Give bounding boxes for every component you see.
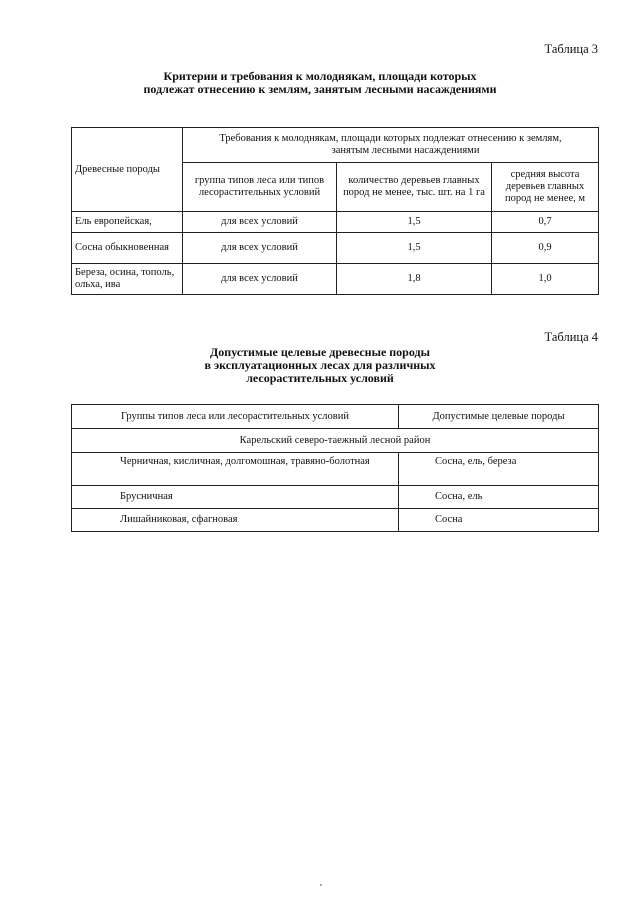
table3-cell-species: Сосна обыкновенная	[72, 233, 183, 264]
table4-region: Карельский северо-таежный лесной район	[72, 429, 599, 453]
table4-cell-species: Сосна, ель, береза	[399, 453, 599, 486]
table3-sub-group: группа типов леса или типов лесорастительных условий	[183, 163, 337, 212]
table3-cell-species: Береза, осина, тополь, ольха, ива	[72, 264, 183, 295]
table4-header-row	[72, 405, 599, 429]
table3-cell-count: 1,5	[337, 212, 492, 233]
table4-cell-group: Брусничная	[72, 486, 399, 509]
table3-sub-height: средняя высота деревьев главных пород не менее, м	[492, 163, 599, 212]
table4-title-line3: лесорастительных условий	[246, 371, 394, 385]
table4-title	[0, 346, 640, 385]
table-row	[72, 509, 599, 532]
table4	[71, 404, 599, 532]
table3-cell-species: Ель европейская,	[72, 212, 183, 233]
table3-header-main-line2: занятым лесными насаждениями	[331, 145, 480, 156]
table-row	[72, 233, 599, 264]
table3-label: Таблица 3	[544, 42, 598, 56]
table3-cell-height: 0,9	[492, 233, 599, 264]
table3-header-species: Древесные породы	[72, 128, 183, 212]
table3-header-row	[72, 128, 599, 163]
table4-cell-species: Сосна, ель	[399, 486, 599, 509]
table4-header-groups: Группы типов леса или лесорастительных условий	[72, 405, 399, 429]
table4-cell-species: Сосна	[399, 509, 599, 532]
table3-header-main-line1: Требования к молоднякам, площади которых подлежат отнесению к землям,	[219, 133, 562, 144]
table3-cell-group: для всех условий	[183, 264, 337, 295]
table3-cell-count: 1,5	[337, 233, 492, 264]
table4-title-line1: Допустимые целевые древесные породы	[210, 345, 430, 359]
table3-cell-group: для всех условий	[183, 233, 337, 264]
table3-sub-count: количество деревьев главных пород не менее, тыс. шт. на 1 га	[337, 163, 492, 212]
table4-title-line2: в эксплуатационных лесах для различных	[204, 358, 436, 372]
table3-title-line1: Критерии и требования к молоднякам, площади которых	[163, 69, 477, 83]
table-row	[72, 486, 599, 509]
table4-header-species: Допустимые целевые породы	[399, 405, 599, 429]
table3-cell-height: 0,7	[492, 212, 599, 233]
scan-speck	[320, 884, 322, 886]
table3-title	[0, 70, 640, 96]
table4-label: Таблица 4	[544, 330, 598, 344]
table-row	[72, 453, 599, 486]
table3-header-main	[183, 128, 599, 163]
table-row	[72, 212, 599, 233]
table3-cell-count: 1,8	[337, 264, 492, 295]
table-row	[72, 264, 599, 295]
table3-title-line2: подлежат отнесению к землям, занятым лесными насаждениями	[143, 82, 497, 96]
table3-cell-group: для всех условий	[183, 212, 337, 233]
table4-cell-group: Лишайниковая, сфагновая	[72, 509, 399, 532]
table4-region-row	[72, 429, 599, 453]
table3	[71, 127, 599, 295]
table3-cell-height: 1,0	[492, 264, 599, 295]
table4-cell-group: Черничная, кисличная, долгомошная, травяно-болотная	[72, 453, 399, 486]
